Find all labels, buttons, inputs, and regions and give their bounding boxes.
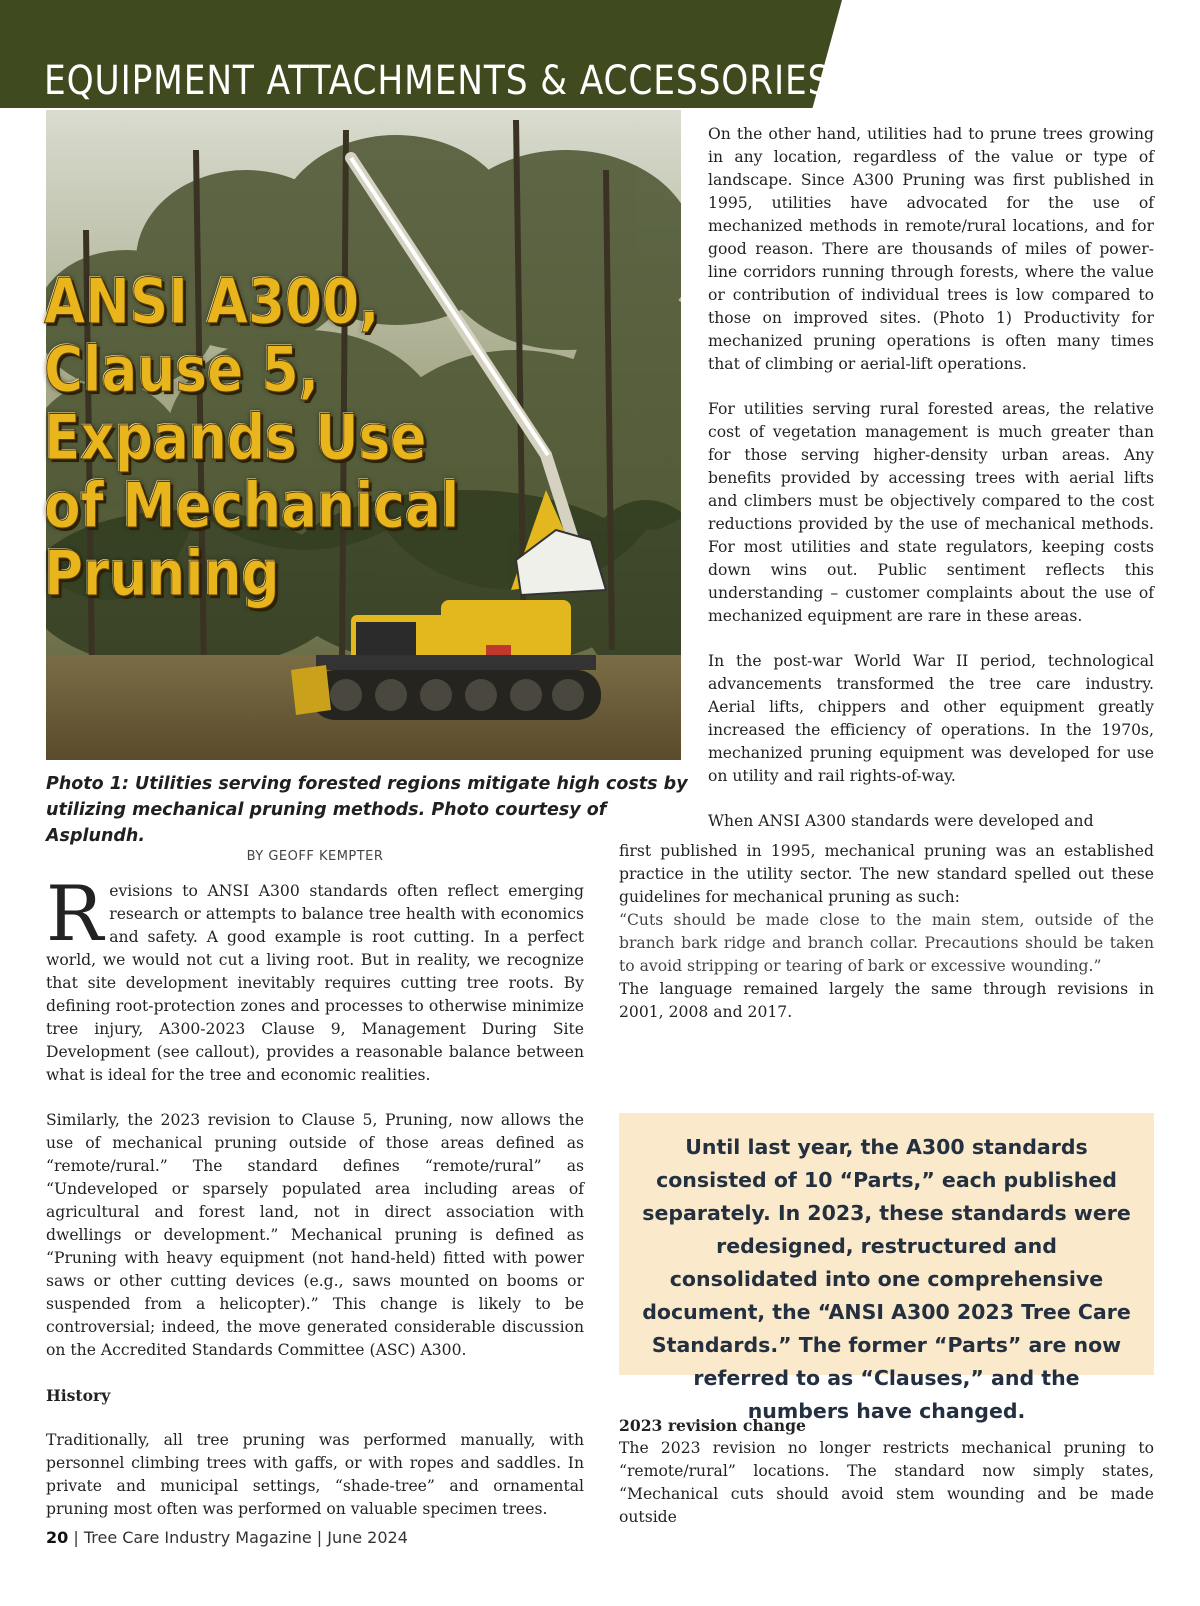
history-paragraph: Traditionally, all tree pruning was performed manually, with personnel climbing trees with gaffs, or with ropes and saddles. In private and municipal settings, “shade-tree” and ornamental pruning most often was performed on valuable specimen trees.	[46, 1431, 584, 1518]
right-paragraph-3: In the post-war World War II period, technological advancements transformed the tree care industry. Aerial lifts, chippers and other equipment greatly increased the efficiency of operations. In the 1970s, mechanized pruning equipment was developed for use on utility and rail rights-of-way.	[708, 652, 1154, 785]
photo-caption: Photo 1: Utilities serving forested regions mitigate high costs by utilizing mechanical pruning methods. Photo courtesy of Asplundh.	[46, 774, 688, 846]
right-paragraph-2: For utilities serving rural forested areas, the relative cost of vegetation management is much greater than for those serving higher-density urban areas. Any benefits provided by accessing trees with aerial lifts and climbers must be objectively compared to the cost reductions provided by the use of mechanical methods. For most utilities and state regulators, keeping costs down wins out. Public sentiment reflects this understanding – customer complaints about the use of mechanized equipment are rare in these areas.	[708, 400, 1154, 625]
right-column-top	[708, 123, 1154, 855]
revision-paragraph: The 2023 revision no longer restricts mechanical pruning to “remote/rural” locations. The standard now simply states, “Mechanical cuts should avoid stem wounding and be made outside	[619, 1439, 1154, 1526]
revision-section	[619, 1414, 1154, 1529]
drop-cap: R	[46, 869, 104, 958]
article-headline: ANSI A300, Clause 5, Expands Use of Mechanical Pruning	[44, 265, 460, 610]
page-number: 20	[46, 1528, 69, 1547]
right-paragraph-4-rest: first published in 1995, mechanical pruning was an established practice in the utility sector. The new standard spelled out these guidelines for mechanical pruning as such:	[619, 842, 1154, 906]
byline: BY GEOFF KEMPTER	[246, 849, 384, 864]
body-paragraph-2: Similarly, the 2023 revision to Clause 5, Pruning, now allows the use of mechanical pruning outside of those areas defined as “remote/rural.” The standard defines “remote/rural” as “Undeveloped or sparsely populated area including areas of agricultural and forest land, not in direct association with dwellings or development.” Mechanical pruning is defined as “Pruning with heavy equipment (not hand-held) fitted with power saws or other cutting devices (e.g., saws mounted on booms or suspended from a helicopter).” This change is likely to be controversial; indeed, the move generated considerable discussion on the Accredited Standards Committee (ASC) A300.	[46, 1111, 584, 1359]
intro-text: evisions to ANSI A300 standards often reflect emerging research or attempts to balance tree health with economics and safety. A good example is root cutting. In a perfect world, we would not cut a living root. But in reality, we recognize that site development inevitably requires cutting tree roots. By defining root-protection zones and processes to otherwise minimize tree injury, A300-2023 Clause 9, Management During Site Development (see callout), provides a reasonable balance between what is ideal for the tree and economic realities.	[46, 882, 584, 1084]
intro-paragraph	[46, 869, 584, 1087]
section-title: EQUIPMENT ATTACHMENTS & ACCESSORIES	[44, 58, 831, 104]
callout-box	[619, 1113, 1154, 1423]
standard-quote: “Cuts should be made close to the main stem, outside of the branch bark ridge and branch collar. Precautions should be taken to avoid stripping or tearing of bark or excessive wounding.”	[619, 911, 1154, 975]
right-column-wide	[619, 840, 1154, 1024]
right-paragraph-1: On the other hand, utilities had to prune trees growing in any location, regardless of the value or type of landscape. Since A300 Pruning was first published in 1995, utilities have advocated for the use of mechanized methods in remote/rural locations, and for good reason. There are thousands of miles of power-line corridors running through forests, where the value or contribution of individual trees is low compared to those on improved sites. (Photo 1) Productivity for mechanized pruning operations is often many times that of climbing or aerial-lift operations.	[708, 125, 1154, 373]
callout-text: Until last year, the A300 standards consisted of 10 “Parts,” each published separately. In 2023, these standards were redesigned, restructured and consolidated into one comprehensive document, the “ANSI A300 2023 Tree Care Standards.” The former “Parts” are now referred to as “Clauses,” and the numbers have changed.	[642, 1135, 1131, 1423]
revision-heading: 2023 revision change	[619, 1416, 806, 1435]
publication-info: | Tree Care Industry Magazine | June 2024	[68, 1528, 408, 1547]
page-footer	[46, 1528, 408, 1547]
history-heading: History	[46, 1386, 111, 1405]
left-column	[46, 869, 584, 1543]
right-paragraph-4-start: When ANSI A300 standards were developed and	[708, 812, 1094, 830]
after-quote-paragraph: The language remained largely the same through revisions in 2001, 2008 and 2017.	[619, 980, 1154, 1021]
